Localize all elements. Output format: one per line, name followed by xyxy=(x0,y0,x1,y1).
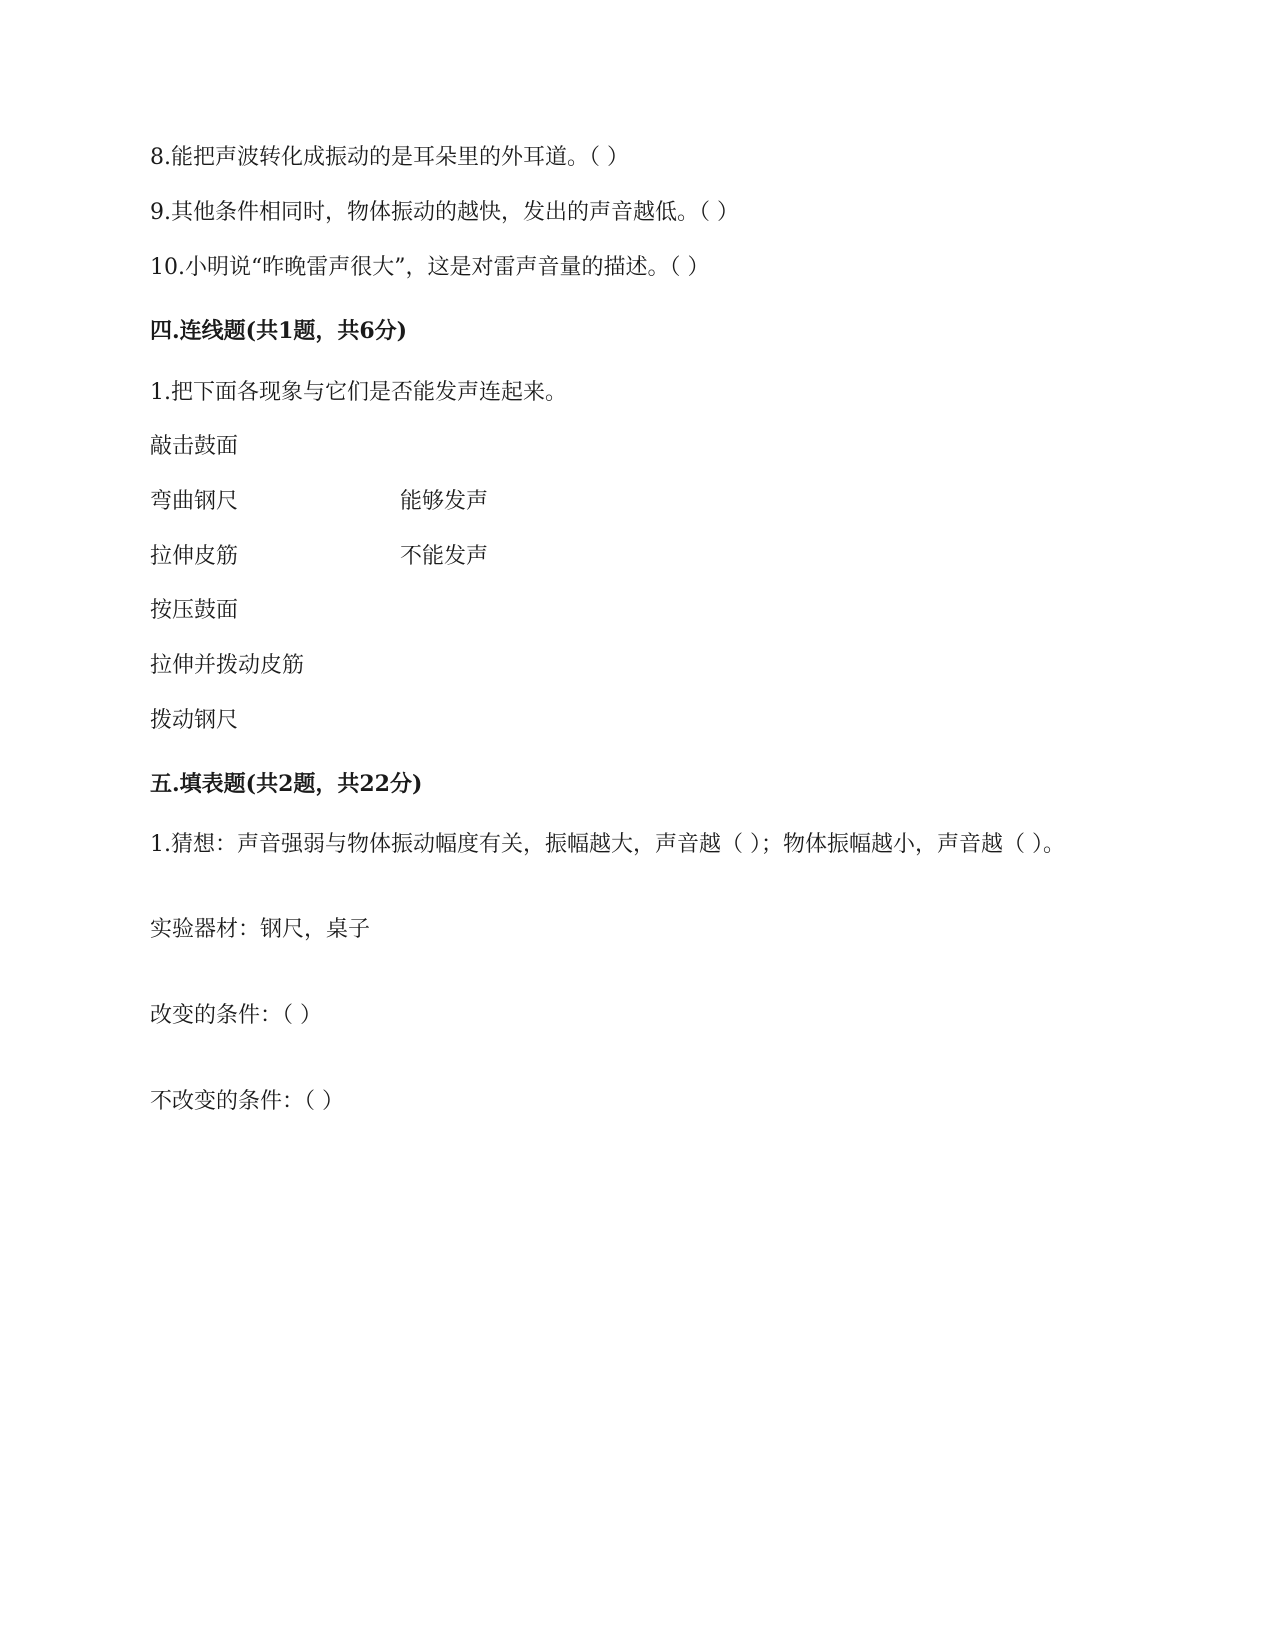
changed-condition: 改变的条件：（ ） xyxy=(150,1003,322,1028)
section-4-heading: 四.连线题(共1题，共6分) xyxy=(150,318,408,344)
matching-left-item: 弯曲钢尺 xyxy=(150,489,239,514)
judgement-item-8: 8.能把声波转化成振动的是耳朵里的外耳道。（ ） xyxy=(150,145,629,170)
experiment-materials: 实验器材：钢尺，桌子 xyxy=(150,917,371,942)
judgement-item-9: 9.其他条件相同时，物体振动的越快，发出的声音越低。（ ） xyxy=(150,200,739,225)
matching-right-item: 不能发声 xyxy=(400,544,489,569)
matching-left-item: 拨动钢尺 xyxy=(150,708,239,733)
matching-right-item: 能够发声 xyxy=(400,489,489,514)
fill-table-question: 1.猜想：声音强弱与物体振动幅度有关，振幅越大，声音越（ ）；物体振幅越小，声音越（ ）。 xyxy=(150,832,1065,857)
matching-question: 1.把下面各现象与它们是否能发声连起来。 xyxy=(150,380,567,405)
unchanged-condition: 不改变的条件：（ ） xyxy=(150,1089,344,1114)
judgement-item-10: 10.小明说“昨晚雷声很大”，这是对雷声音量的描述。（ ） xyxy=(150,255,710,280)
matching-left-item: 拉伸皮筋 xyxy=(150,544,239,569)
matching-left-item: 拉伸并拨动皮筋 xyxy=(150,653,305,678)
section-5-heading: 五.填表题(共2题，共22分) xyxy=(150,771,423,797)
matching-left-item: 按压鼓面 xyxy=(150,598,239,623)
matching-left-item: 敲击鼓面 xyxy=(150,434,239,459)
